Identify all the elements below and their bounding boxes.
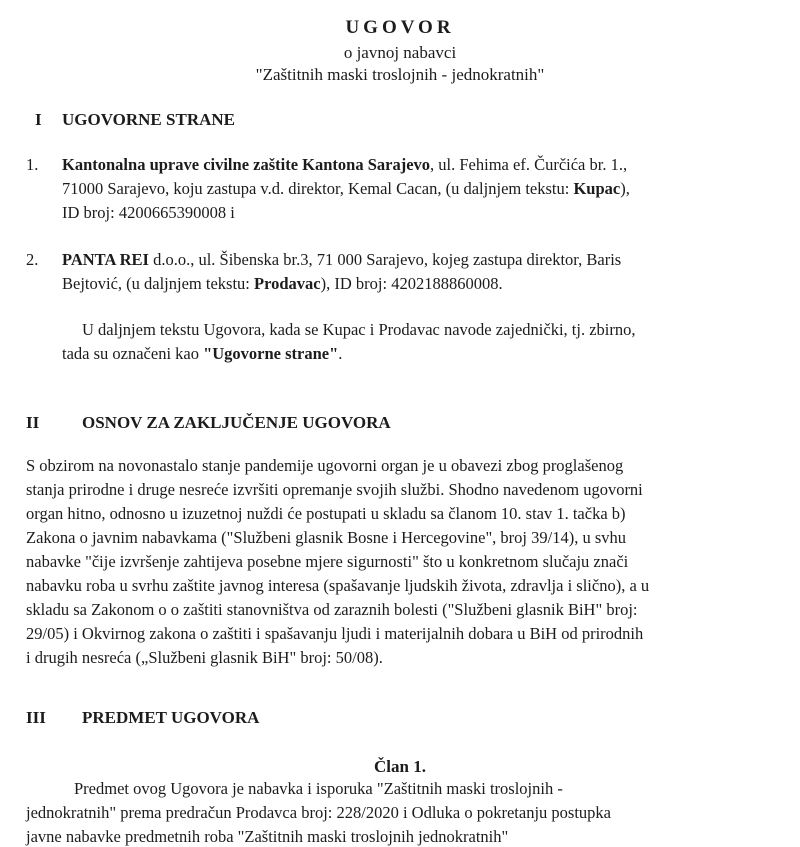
paragraph-line: organ hitno, odnosno u izuzetnoj nuždi će postupati u skladu sa članom 10. stav 1. tačka b) [26, 504, 626, 523]
paragraph-line: Zakona o javnim nabavkama ("Službeni glasnik Bosne i Hercegovine", broj 39/14), u svhu [26, 528, 627, 547]
document-subtitle: o javnoj nabavci [343, 43, 457, 62]
document-subject: "Zaštitnih maski troslojnih - jednokratnih" [255, 65, 545, 84]
party-2-line-1: PANTA REI d.o.o., ul. Šibenska br.3, 71 000 Sarajevo, kojeg zastupa direktor, Baris [62, 250, 622, 269]
party-1-name: Kantonalna uprave civilne zaštite Kantona Sarajevo [62, 155, 431, 174]
document-title: UGOVOR [345, 17, 455, 38]
article-1-heading: Član 1. [374, 757, 426, 776]
paragraph-line: i drugih nesreća („Službeni glasnik BiH" broj: 50/08). [26, 648, 383, 667]
party-1-id: ID broj: 4200665390008 i [62, 203, 235, 222]
paragraph-line: skladu sa Zakonom o o zaštiti stanovništva od zaraznih bolesti ("Službeni glasnik BiH" broj: [26, 600, 638, 619]
parties-note-line-1: U daljnjem tekstu Ugovora, kada se Kupac i Prodavac navode zajednički, tj. zbirno, [82, 320, 636, 339]
paragraph-line: nabavke "čije izvršenje zahtijeva posebne mjere sigurnosti" što u konkretnom slučaju znači [26, 552, 629, 571]
section-3-number: III [26, 708, 46, 727]
party-2-name: PANTA REI [62, 250, 149, 269]
section-3-title: PREDMET UGOVORA [82, 708, 260, 727]
paragraph-line: javne nabavke predmetnih roba "Zaštitnih maski troslojnih jednokratnih" [26, 827, 509, 846]
party-2-number: 2. [26, 250, 39, 269]
section-1-number: I [35, 110, 42, 129]
party-2-line-2: Bejtović, (u daljnjem tekstu: Prodavac), ID broj: 4202188860008. [62, 274, 503, 293]
party-1-role: Kupac [573, 179, 621, 198]
section-2-number: II [26, 413, 40, 432]
paragraph-line: S obzirom na novonastalo stanje pandemije ugovorni organ je u obavezi zbog proglašenog [26, 456, 624, 475]
parties-collective-term: "Ugovorne strane" [203, 344, 339, 363]
paragraph-line: stanja prirodne i druge nesreće izvršiti opremanje svojih službi. Shodno navedenom ugovorni [26, 480, 643, 499]
party-1-line-1: Kantonalna uprave civilne zaštite Kantona Sarajevo, ul. Fehima ef. Čurčića br. 1., [62, 155, 628, 174]
section-1-title: UGOVORNE STRANE [62, 110, 235, 129]
paragraph-line: nabavku roba u svrhu zaštite javnog interesa (spašavanje ljudskih života, zdravlja i slično), a u [26, 576, 650, 595]
parties-note-line-2: tada su označeni kao "Ugovorne strane". [62, 344, 343, 363]
paragraph-line: jednokratnih" prema predračun Prodavca broj: 228/2020 i Odluka o pokretanju postupka [26, 803, 612, 822]
section-2-title: OSNOV ZA ZAKLJUČENJE UGOVORA [82, 413, 391, 432]
party-1-number: 1. [26, 155, 39, 174]
party-2-role: Prodavac [254, 274, 321, 293]
party-1-line-2: 71000 Sarajevo, koju zastupa v.d. direktor, Kemal Cacan, (u daljnjem tekstu: Kupac), [62, 179, 630, 198]
paragraph-line: 29/05) i Okvirnog zakona o zaštiti i spašavanju ljudi i materijalnih dobara u BiH od prirodnih [26, 624, 644, 643]
paragraph-line: Predmet ovog Ugovora je nabavka i isporuka "Zaštitnih maski troslojnih - [74, 779, 563, 798]
